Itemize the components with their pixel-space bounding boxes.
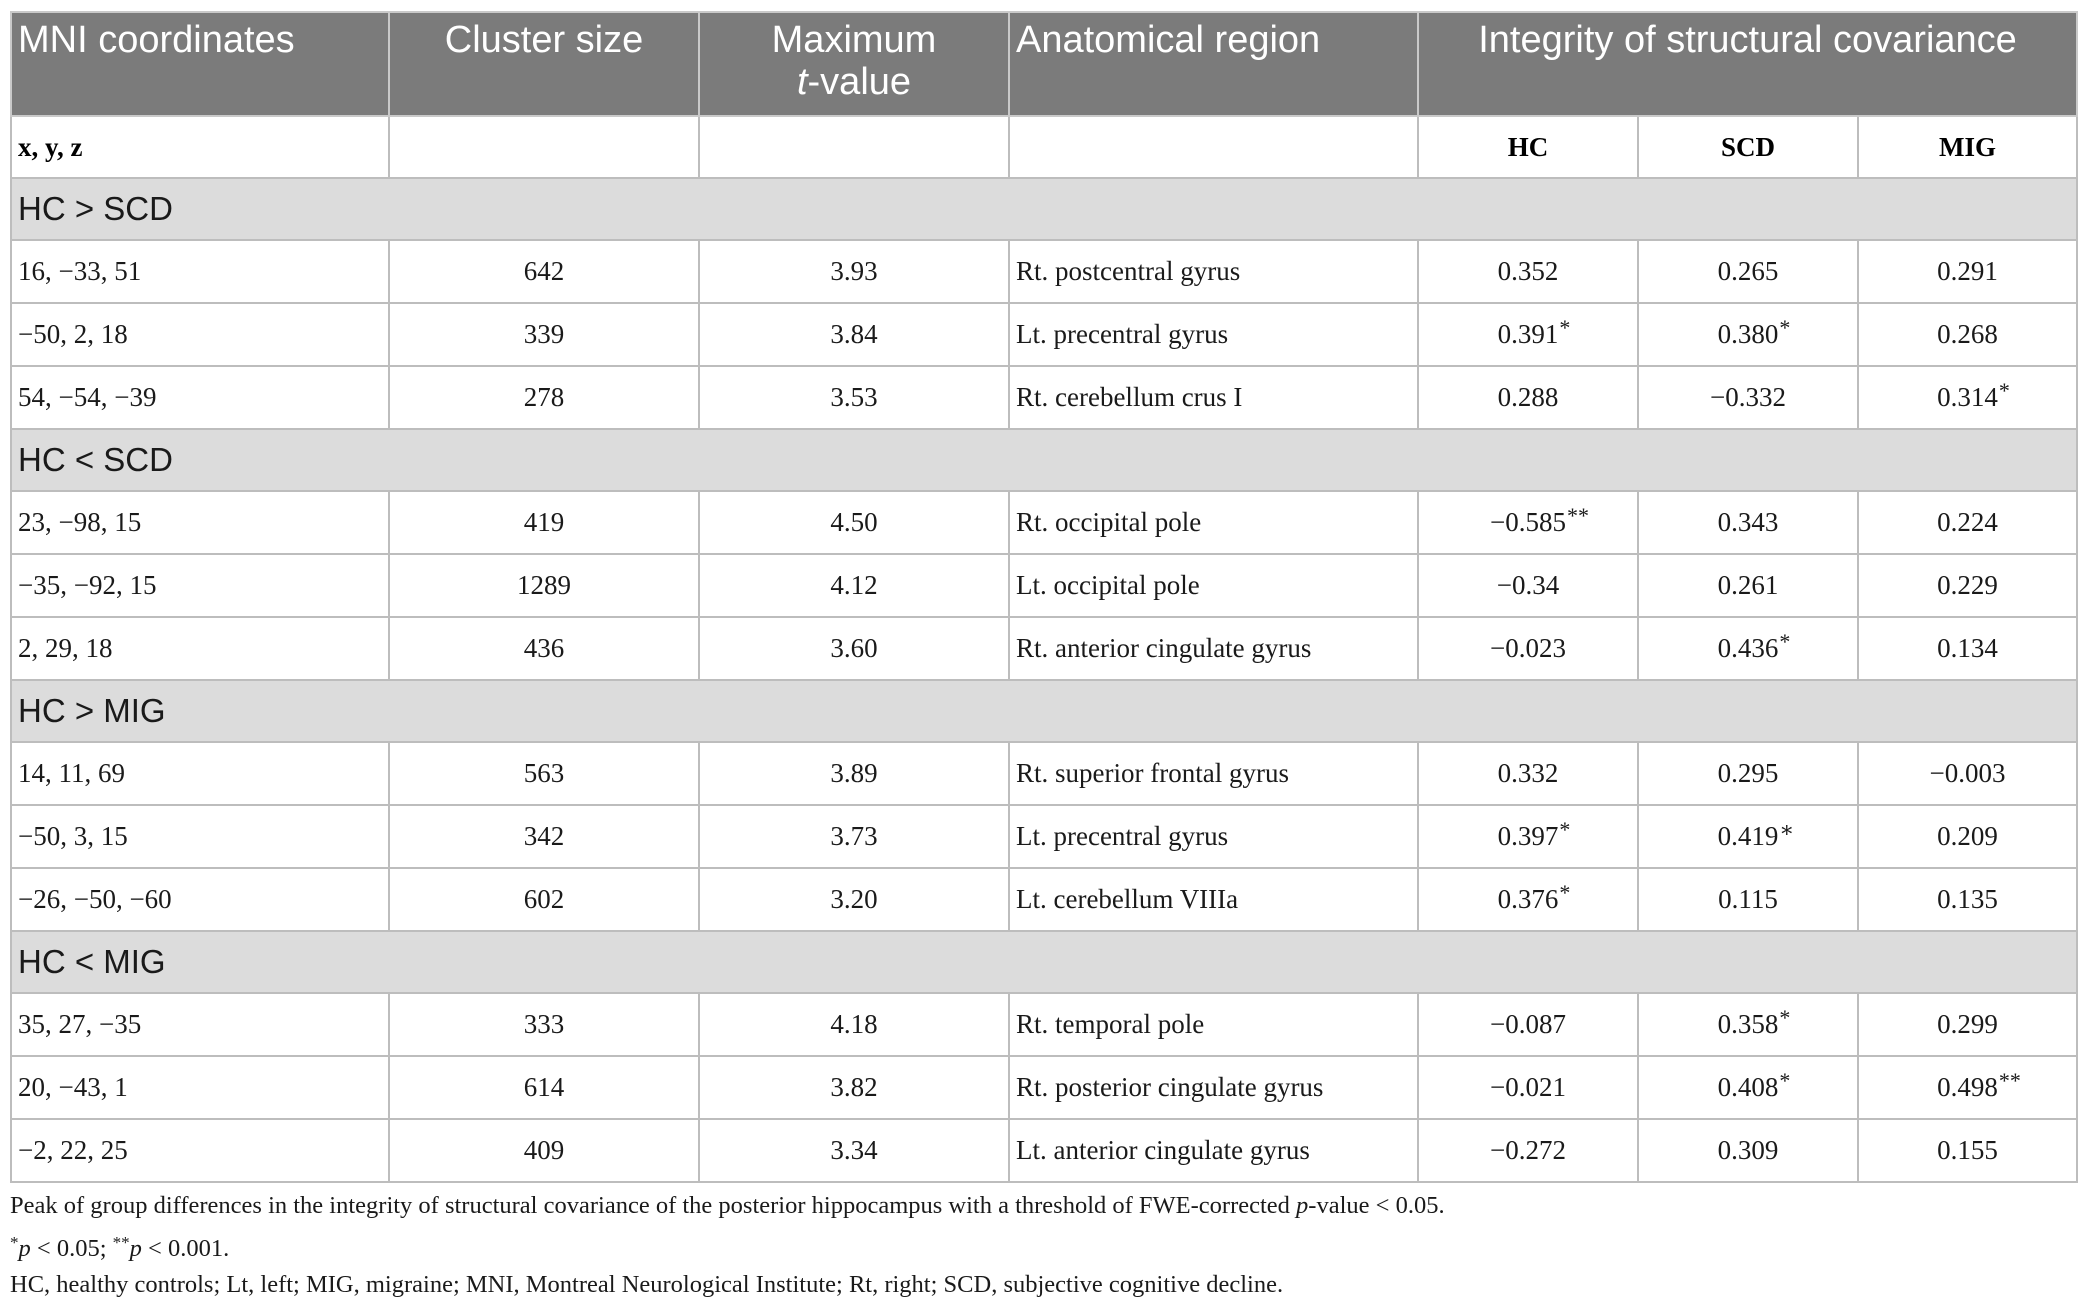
table-row	[11, 1119, 2077, 1182]
table-row	[11, 554, 2077, 617]
cell-scd-value: 0.295	[1717, 758, 1779, 788]
cell-region: Rt. temporal pole	[1009, 993, 1418, 1056]
cell-hc	[1418, 617, 1638, 680]
header-mni-coordinates: MNI coordinates	[11, 12, 389, 116]
cell-mig	[1858, 805, 2077, 868]
table-row	[11, 303, 2077, 366]
cell-coordinates: 35, 27, −35	[11, 993, 389, 1056]
footnote-star: **	[112, 1232, 130, 1252]
cell-hc	[1418, 303, 1638, 366]
results-table-container	[10, 11, 2076, 1183]
cell-scd	[1638, 554, 1858, 617]
cell-scd	[1638, 240, 1858, 303]
header-maximum-t-value	[699, 12, 1009, 116]
cell-scd-value: 0.115	[1718, 884, 1778, 914]
subheader-mig: MIG	[1858, 116, 2077, 178]
cell-mig-value: 0.498	[1937, 1072, 1998, 1102]
cell-mig-value-wrap	[1937, 884, 1998, 915]
cell-mig	[1858, 303, 2077, 366]
cell-max-t: 3.84	[699, 303, 1009, 366]
section-label: HC > SCD	[11, 178, 2077, 240]
cell-hc	[1418, 366, 1638, 429]
cell-scd-value: 0.265	[1717, 256, 1779, 286]
table-row	[11, 617, 2077, 680]
cell-coordinates: −50, 3, 15	[11, 805, 389, 868]
cell-hc-value: −0.34	[1496, 570, 1560, 600]
cell-cluster-size: 602	[389, 868, 699, 931]
cell-mig	[1858, 366, 2077, 429]
cell-cluster-size: 563	[389, 742, 699, 805]
cell-hc-value-wrap	[1498, 256, 1559, 287]
cell-hc-significance: *	[1559, 315, 1571, 340]
cell-hc-value-wrap	[1497, 570, 1559, 601]
cell-cluster-size: 333	[389, 993, 699, 1056]
cell-scd-significance: *	[1779, 315, 1791, 340]
cell-mig-value: 0.209	[1937, 821, 1998, 851]
subheader-scd: SCD	[1638, 116, 1858, 178]
cell-mig-value: 0.291	[1937, 256, 1998, 286]
subheader-empty	[1009, 116, 1418, 178]
cell-coordinates: 23, −98, 15	[11, 491, 389, 554]
cell-hc-significance: *	[1559, 817, 1571, 842]
cell-scd-value: 0.343	[1717, 507, 1779, 537]
footnote-p-italic: p	[1296, 1192, 1309, 1219]
section-row	[11, 931, 2077, 993]
cell-max-t: 3.73	[699, 805, 1009, 868]
cell-hc-value-wrap	[1497, 315, 1571, 350]
section-row	[11, 178, 2077, 240]
cell-region: Rt. superior frontal gyrus	[1009, 742, 1418, 805]
cell-scd-value-wrap	[1710, 382, 1786, 413]
subheader-empty	[699, 116, 1009, 178]
cell-hc	[1418, 742, 1638, 805]
cell-hc	[1418, 868, 1638, 931]
cell-mig-value-wrap	[1937, 378, 2010, 413]
cell-scd	[1638, 742, 1858, 805]
cell-scd	[1638, 805, 1858, 868]
cell-mig-value: −0.003	[1929, 758, 2006, 788]
header-integrity: Integrity of structural covariance	[1418, 12, 2077, 116]
cell-mig-value-wrap	[1937, 1068, 2021, 1103]
cell-scd	[1638, 617, 1858, 680]
cell-hc-value: 0.352	[1497, 256, 1559, 286]
cell-region: Lt. precentral gyrus	[1009, 805, 1418, 868]
section-label: HC < SCD	[11, 429, 2077, 491]
cell-hc-value: −0.021	[1490, 1072, 1566, 1102]
cell-scd-value-wrap	[1718, 1135, 1779, 1166]
cell-max-t: 3.89	[699, 742, 1009, 805]
cell-coordinates: 54, −54, −39	[11, 366, 389, 429]
footnote-significance	[10, 1225, 2076, 1268]
cell-hc	[1418, 805, 1638, 868]
cell-mig	[1858, 617, 2077, 680]
cell-scd-value-wrap	[1717, 315, 1791, 350]
cell-cluster-size: 614	[389, 1056, 699, 1119]
table-row	[11, 993, 2077, 1056]
cell-hc-value-wrap	[1497, 880, 1571, 915]
cell-hc-value: 0.332	[1497, 758, 1559, 788]
cell-cluster-size: 436	[389, 617, 699, 680]
cell-hc-value-wrap	[1490, 633, 1566, 664]
cell-hc-value: −0.272	[1490, 1135, 1566, 1165]
cell-mig-value-wrap	[1937, 633, 1998, 664]
footnote-p-italic: p	[18, 1234, 31, 1262]
cell-scd-value: 0.419	[1717, 821, 1779, 851]
cell-mig	[1858, 554, 2077, 617]
cell-mig-value: 0.224	[1937, 507, 1998, 537]
cell-mig-value: 0.299	[1937, 1009, 1998, 1039]
cell-max-t: 4.50	[699, 491, 1009, 554]
cell-hc-value: 0.397	[1497, 821, 1559, 851]
cell-mig-value: 0.155	[1937, 1135, 1998, 1165]
cell-cluster-size: 278	[389, 366, 699, 429]
cell-scd-value: 0.408	[1717, 1072, 1779, 1102]
footnote-star: *	[10, 1232, 19, 1252]
footnote-text: < 0.001.	[141, 1234, 230, 1262]
cell-scd-significance: *	[1779, 1068, 1791, 1093]
cell-region: Lt. occipital pole	[1009, 554, 1418, 617]
section-row	[11, 680, 2077, 742]
cell-cluster-size: 419	[389, 491, 699, 554]
cell-mig-value: 0.135	[1937, 884, 1998, 914]
cell-max-t: 3.20	[699, 868, 1009, 931]
header-row	[11, 12, 2077, 116]
cell-hc-value-wrap	[1490, 1135, 1566, 1166]
cell-scd-significance: *	[1779, 629, 1791, 654]
section-row	[11, 429, 2077, 491]
cell-coordinates: 2, 29, 18	[11, 617, 389, 680]
cell-scd-significance: ∗	[1779, 817, 1795, 842]
footnote-p-italic: p	[129, 1234, 142, 1262]
cell-scd-value: 0.309	[1717, 1135, 1779, 1165]
table-footnotes	[10, 1188, 2076, 1304]
table-row	[11, 868, 2077, 931]
cell-mig	[1858, 1056, 2077, 1119]
table-row	[11, 491, 2077, 554]
section-label: HC > MIG	[11, 680, 2077, 742]
section-label: HC < MIG	[11, 931, 2077, 993]
cell-scd	[1638, 1119, 1858, 1182]
cell-mig-value-wrap	[1937, 319, 1998, 350]
cell-hc	[1418, 1056, 1638, 1119]
cell-mig-value-wrap	[1937, 256, 1998, 287]
cell-scd-value: 0.380	[1717, 319, 1779, 349]
cell-hc-value: 0.391	[1497, 319, 1559, 349]
cell-mig-value-wrap	[1930, 758, 2006, 789]
cell-scd-value: 0.436	[1717, 633, 1779, 663]
table-row	[11, 742, 2077, 805]
cell-coordinates: −26, −50, −60	[11, 868, 389, 931]
table-body	[11, 178, 2077, 1182]
cell-region: Lt. cerebellum VIIIa	[1009, 868, 1418, 931]
cell-hc-value: 0.376	[1497, 884, 1559, 914]
cell-region: Rt. cerebellum crus I	[1009, 366, 1418, 429]
cell-mig-significance: *	[1998, 378, 2010, 403]
footnote-text: < 0.05;	[30, 1234, 113, 1262]
cell-mig	[1858, 491, 2077, 554]
cell-mig-value: 0.229	[1937, 570, 1998, 600]
cell-scd-significance: *	[1779, 1005, 1791, 1030]
cell-hc-value: −0.023	[1490, 633, 1566, 663]
header-t-italic: t	[796, 61, 808, 103]
cell-hc-value-wrap	[1490, 1072, 1566, 1103]
results-table	[10, 11, 2078, 1183]
cell-scd-value-wrap	[1717, 1068, 1791, 1103]
cell-scd-value-wrap	[1717, 629, 1791, 664]
header-value-label: -value	[807, 61, 912, 103]
cell-hc	[1418, 1119, 1638, 1182]
cell-mig-value-wrap	[1937, 570, 1998, 601]
subheader-hc: HC	[1418, 116, 1638, 178]
cell-scd-value-wrap	[1717, 1005, 1791, 1040]
cell-hc-value-wrap	[1490, 1009, 1566, 1040]
cell-mig	[1858, 993, 2077, 1056]
cell-hc-significance: *	[1559, 880, 1571, 905]
cell-coordinates: −2, 22, 25	[11, 1119, 389, 1182]
cell-scd-value-wrap	[1718, 884, 1778, 915]
cell-max-t: 3.93	[699, 240, 1009, 303]
cell-scd-value: 0.261	[1717, 570, 1779, 600]
table-row	[11, 805, 2077, 868]
cell-mig	[1858, 240, 2077, 303]
subheader-coords: x, y, z	[11, 116, 389, 178]
cell-hc	[1418, 993, 1638, 1056]
cell-max-t: 3.82	[699, 1056, 1009, 1119]
table-row	[11, 366, 2077, 429]
cell-region: Rt. occipital pole	[1009, 491, 1418, 554]
cell-mig	[1858, 868, 2077, 931]
cell-scd-value-wrap	[1718, 256, 1779, 287]
cell-coordinates: 16, −33, 51	[11, 240, 389, 303]
cell-region: Rt. anterior cingulate gyrus	[1009, 617, 1418, 680]
subheader-row	[11, 116, 2077, 178]
cell-region: Rt. posterior cingulate gyrus	[1009, 1056, 1418, 1119]
cell-scd-value-wrap	[1718, 507, 1779, 538]
cell-coordinates: 14, 11, 69	[11, 742, 389, 805]
cell-mig-value: 0.268	[1937, 319, 1998, 349]
header-cluster-size: Cluster size	[389, 12, 699, 116]
cell-region: Lt. anterior cingulate gyrus	[1009, 1119, 1418, 1182]
cell-scd	[1638, 993, 1858, 1056]
cell-mig-value: 0.314	[1937, 382, 1998, 412]
cell-scd-value-wrap	[1717, 817, 1795, 852]
footnote-abbreviations: HC, healthy controls; Lt, left; MIG, migraine; MNI, Montreal Neurological Institute; Rt, right; SCD, subjective cognitive decline.	[10, 1271, 1284, 1298]
subheader-empty	[389, 116, 699, 178]
cell-mig-significance: **	[1998, 1068, 2021, 1093]
cell-mig	[1858, 1119, 2077, 1182]
cell-hc-value-wrap	[1497, 817, 1571, 852]
cell-max-t: 3.34	[699, 1119, 1009, 1182]
footnote-threshold	[10, 1188, 2076, 1225]
cell-cluster-size: 409	[389, 1119, 699, 1182]
cell-hc	[1418, 554, 1638, 617]
cell-hc-value-wrap	[1490, 503, 1589, 538]
cell-hc-value: −0.087	[1490, 1009, 1566, 1039]
cell-scd	[1638, 366, 1858, 429]
cell-coordinates: −50, 2, 18	[11, 303, 389, 366]
cell-scd	[1638, 491, 1858, 554]
cell-mig-value-wrap	[1937, 1009, 1998, 1040]
cell-scd-value: 0.358	[1717, 1009, 1779, 1039]
cell-mig	[1858, 742, 2077, 805]
cell-scd	[1638, 868, 1858, 931]
cell-mig-value: 0.134	[1937, 633, 1998, 663]
header-anatomical-region: Anatomical region	[1009, 12, 1418, 116]
cell-max-t: 4.18	[699, 993, 1009, 1056]
cell-hc-value: −0.585	[1490, 507, 1566, 537]
cell-region: Rt. postcentral gyrus	[1009, 240, 1418, 303]
cell-mig-value-wrap	[1937, 821, 1998, 852]
table-row	[11, 1056, 2077, 1119]
cell-coordinates: 20, −43, 1	[11, 1056, 389, 1119]
cell-hc	[1418, 491, 1638, 554]
cell-hc	[1418, 240, 1638, 303]
cell-cluster-size: 1289	[389, 554, 699, 617]
cell-max-t: 4.12	[699, 554, 1009, 617]
cell-cluster-size: 339	[389, 303, 699, 366]
table-row	[11, 240, 2077, 303]
cell-mig-value-wrap	[1937, 1135, 1998, 1166]
cell-scd-value-wrap	[1718, 570, 1779, 601]
cell-max-t: 3.60	[699, 617, 1009, 680]
cell-cluster-size: 642	[389, 240, 699, 303]
cell-mig-value-wrap	[1937, 507, 1998, 538]
cell-region: Lt. precentral gyrus	[1009, 303, 1418, 366]
cell-scd	[1638, 303, 1858, 366]
footnote-text: Peak of group differences in the integrity of structural covariance of the posterior hippocampus with a threshold of FWE-corrected	[10, 1192, 1297, 1219]
cell-max-t: 3.53	[699, 366, 1009, 429]
cell-coordinates: −35, −92, 15	[11, 554, 389, 617]
cell-hc-value: 0.288	[1497, 382, 1559, 412]
footnote-text: -value < 0.05.	[1308, 1192, 1445, 1219]
header-maximum-label: Maximum	[771, 19, 937, 61]
cell-scd-value: −0.332	[1710, 382, 1786, 412]
cell-cluster-size: 342	[389, 805, 699, 868]
cell-scd	[1638, 1056, 1858, 1119]
cell-hc-value-wrap	[1498, 758, 1559, 789]
cell-hc-significance: **	[1566, 503, 1589, 528]
cell-hc-value-wrap	[1498, 382, 1559, 413]
cell-scd-value-wrap	[1718, 758, 1779, 789]
